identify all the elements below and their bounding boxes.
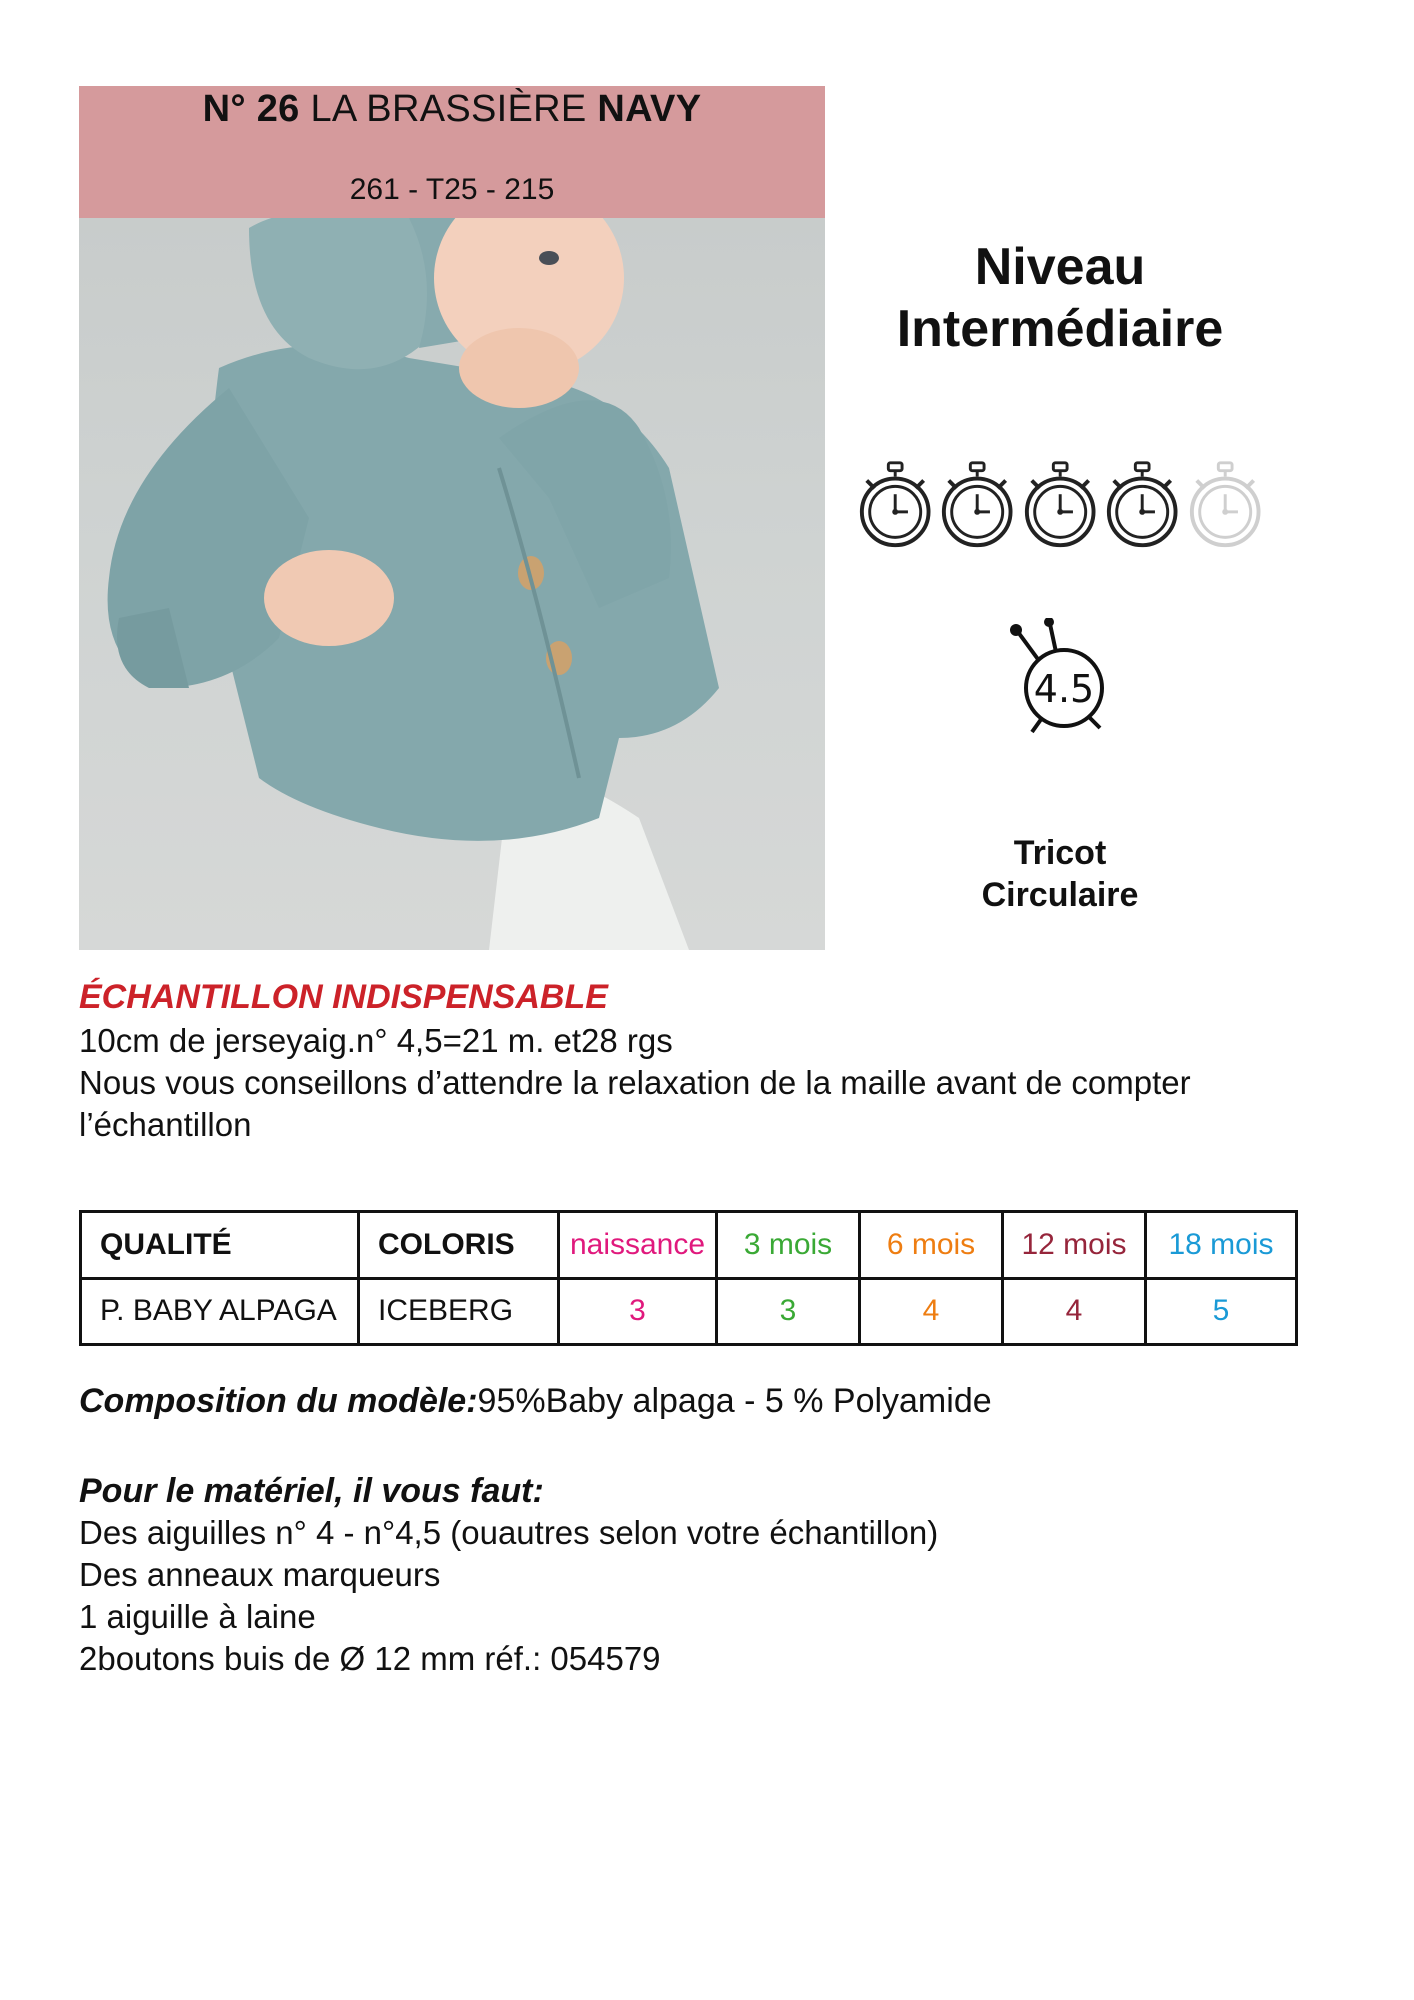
baby-cardigan-photo bbox=[79, 218, 825, 950]
composition-value: 95%Baby alpaga - 5 % Polyamide bbox=[477, 1382, 992, 1420]
yarn-table bbox=[79, 1210, 1298, 1346]
materials-list bbox=[79, 1512, 938, 1680]
technique-line1: Tricot bbox=[1013, 834, 1107, 872]
header-quality: QUALITÉ bbox=[81, 1212, 359, 1279]
header-size: 3 mois bbox=[717, 1212, 860, 1279]
stopwatch-icon bbox=[1185, 460, 1265, 550]
stopwatch-icon bbox=[1020, 460, 1100, 550]
header-size: naissance bbox=[559, 1212, 717, 1279]
sample-gauge: 10cm de jerseyaig.n° 4,5=21 m. et28 rgs bbox=[79, 1022, 673, 1059]
difficulty-value: Intermédiaire bbox=[896, 300, 1224, 358]
stopwatch-icon bbox=[855, 460, 935, 550]
sample-advice: Nous vous conseillons d’attendre la relaxation de la maille avant de compter bbox=[79, 1064, 1191, 1101]
technique-line2: Circulaire bbox=[981, 876, 1139, 914]
yarn-quantity: 4 bbox=[1003, 1278, 1146, 1345]
composition bbox=[79, 1380, 992, 1422]
yarn-quantity: 3 bbox=[559, 1278, 717, 1345]
header-size: 18 mois bbox=[1146, 1212, 1297, 1279]
difficulty-level bbox=[860, 236, 1260, 360]
header-color: COLORIS bbox=[359, 1212, 559, 1279]
pattern-title-bold: NAVY bbox=[597, 88, 702, 130]
yarn-quantity: 4 bbox=[860, 1278, 1003, 1345]
difficulty-timers bbox=[855, 460, 1265, 550]
table-row bbox=[81, 1278, 1297, 1345]
difficulty-label: Niveau bbox=[974, 238, 1146, 296]
yarn-quantity: 3 bbox=[717, 1278, 860, 1345]
needle-size: 4.5 bbox=[1033, 667, 1095, 711]
list-item: Des aiguilles n° 4 - n°4,5 (ouautres selon votre échantillon) bbox=[79, 1514, 939, 1551]
pattern-number: 26 bbox=[256, 88, 300, 130]
sample-heading: ÉCHANTILLON INDISPENSABLE bbox=[79, 978, 608, 1016]
header-size: 12 mois bbox=[1003, 1212, 1146, 1279]
list-item: 2boutons buis de Ø 12 mm réf.: 054579 bbox=[79, 1640, 661, 1677]
materials-heading: Pour le matériel, il vous faut: bbox=[79, 1472, 544, 1510]
yarn-quality: P. BABY ALPAGA bbox=[81, 1278, 359, 1345]
pattern-title-main: LA BRASSIÈRE bbox=[310, 88, 587, 130]
stopwatch-icon bbox=[937, 460, 1017, 550]
header-size: 6 mois bbox=[860, 1212, 1003, 1279]
sample-advice-cont: l’échantillon bbox=[79, 1106, 252, 1143]
pattern-title bbox=[79, 86, 825, 132]
list-item: 1 aiguille à laine bbox=[79, 1598, 316, 1635]
yarn-color: ICEBERG bbox=[359, 1278, 559, 1345]
list-item: Des anneaux marqueurs bbox=[79, 1556, 441, 1593]
knitting-needle-badge-icon bbox=[1006, 618, 1116, 738]
pattern-reference: 261 - T25 - 215 bbox=[349, 173, 555, 206]
yarn-quantity: 5 bbox=[1146, 1278, 1297, 1345]
composition-label: Composition du modèle: bbox=[79, 1382, 478, 1420]
technique bbox=[940, 832, 1180, 916]
baby-illustration bbox=[79, 218, 825, 950]
pattern-number-prefix: N° bbox=[202, 88, 246, 130]
table-header-row bbox=[81, 1212, 1297, 1279]
header-banner bbox=[79, 86, 825, 218]
stopwatch-icon bbox=[1102, 460, 1182, 550]
